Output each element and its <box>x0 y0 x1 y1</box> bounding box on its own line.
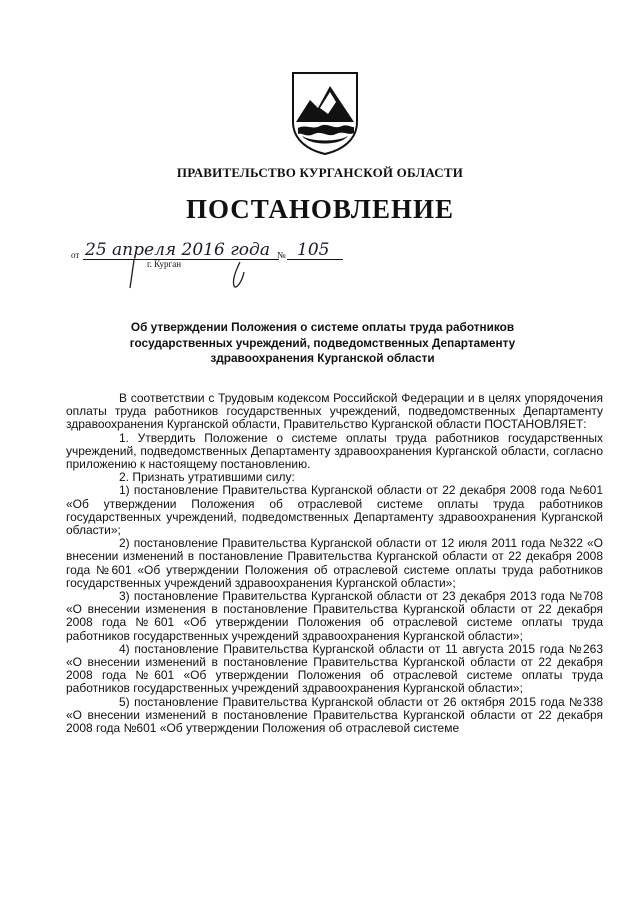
subclause-paragraph: 5) постановление Правительства Курганской области от 26 октября 2015 года №338 «О внесении изменений в постановление Правительства Курганской области от 22 декабря 2008 года №601 «Об утверждении Положения об отраслевой системе <box>66 694 603 736</box>
subclause-paragraph: 3) постановление Правительства Курганской области от 23 декабря 2013 года №708 «О внесении изменения в постановление Правительства Курганской области от 22 декабря 2008 года №601 «Об утверждении Положения об отраслевой системе оплаты труда работников государственных учреждений здравоохранения Курганской области»; <box>66 589 603 643</box>
government-title: ПРАВИТЕЛЬСТВО КУРГАНСКОЙ ОБЛАСТИ <box>176 165 464 180</box>
subclause-paragraph: 1) постановление Правительства Курганской области от 22 декабря 2008 года №601 «Об утверждении Положения об отраслевой системе оплаты труда работников государственных учреждений, подведомственных Департаменту здравоохранения Курганской области»; <box>66 483 603 538</box>
handwritten-date: 25 апреля 2016 года <box>85 240 270 260</box>
subclause-paragraph: 4) постановление Правительства Курганской области от 11 августа 2015 года №263 «О внесении изменений в постановление Правительства Курганской области от 22 декабря 2008 года №601 «Об утверждении Положения об отраслевой системе оплаты труда работников государственных учреждений здравоохранения Курганской области»; <box>66 641 603 696</box>
preamble-paragraph: В соответствии с Трудовым кодексом Российской Федерации и в целях упорядочения оплаты труда работников государственных учреждений, подведомственных Департаменту здравоохранения Курганской области, Правительство Курганской области ПОСТАНОВЛЯЕТ: <box>66 391 603 432</box>
document-type-title: ПОСТАНОВЛЕНИЕ <box>185 194 455 224</box>
handwritten-strokes <box>128 258 248 290</box>
document-subject: Об утверждении Положения о системе оплаты труда работников государственных учреждений, подведомственных Департаменту здравоохранения Курганской области <box>129 320 516 365</box>
city-label: г. Курган <box>147 259 182 269</box>
number-label: № <box>277 250 286 260</box>
handwritten-number: 105 <box>297 240 330 260</box>
subclause-paragraph: 2) постановление Правительства Курганской области от 12 июля 2011 года №322 «О внесении изменений в постановление Правительства Курганской области от 22 декабря 2008 года №601 «Об утверждении Положения об отраслевой системе оплаты труда работников государственных учреждений здравоохранения Курганской области»; <box>66 536 603 590</box>
coat-of-arms-icon <box>290 70 360 156</box>
clause-paragraph: 2. Признать утратившими силу: <box>119 470 295 485</box>
clause-paragraph: 1. Утвердить Положение о системе оплаты труда работников государственных учреждений, подведомственных Департаменту здравоохранения Курганской области, согласно приложению к настоящему постановлению. <box>66 430 603 472</box>
date-from-label: от <box>71 250 80 260</box>
document-body <box>66 392 603 735</box>
